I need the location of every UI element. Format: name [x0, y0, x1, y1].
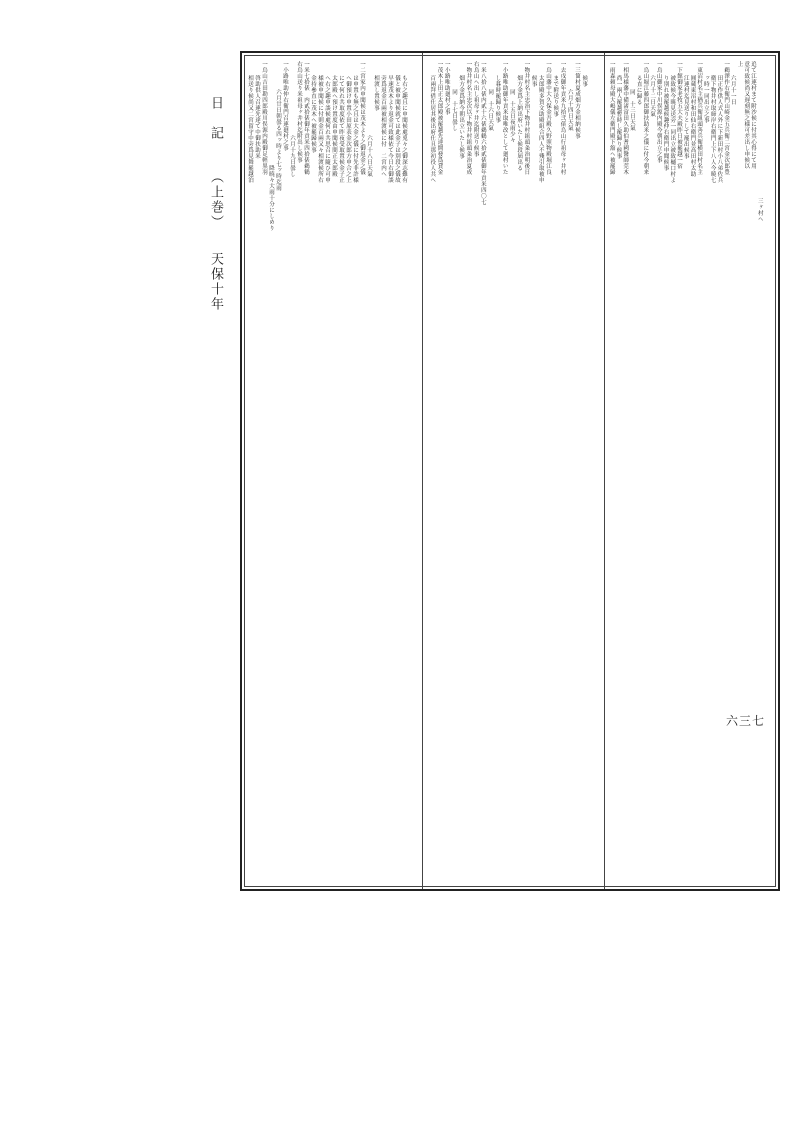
text-line: 六月十九日曇し	[289, 135, 295, 177]
text-line: 相送り候尚又二宮留守中旁爲見舞罷越泊	[247, 75, 253, 183]
text-line: 上	[736, 61, 743, 67]
text-line: 意可致候尚又遅刻無之様可差出し申候以	[743, 61, 750, 169]
text-line: 一烏山藩中大久保金吾殿久野照物殿堀江良	[545, 61, 552, 175]
text-line: 田正作供人式人外に下新田村小八弟佐兵	[716, 75, 723, 183]
text-line: 一三箇村夏成畑方金相納候事	[573, 61, 580, 139]
text-line: 一小路唯助仲右衛門召連廻村之事	[282, 61, 288, 151]
section-middle	[588, 53, 800, 889]
text-line: 圓蔵東沼村和田仙右衛門並高田村太助	[689, 75, 696, 177]
text-line: 金持參直に茂木へ被罷歸候事	[310, 75, 316, 153]
text-line: 太郎殿へ預け置度由申聞候間正太郎殿	[331, 75, 337, 177]
text-line: 啓助供人召連先達て中御扶助米	[254, 75, 260, 159]
text-line: 畑方金爲上納出府いたし候段屆出る	[516, 75, 523, 171]
text-line: 相渡し置候事	[373, 75, 379, 111]
text-line: も右之趣且に申聞候處兎々之御深志難有	[401, 75, 407, 183]
text-line: まで附送り候事	[552, 75, 559, 117]
text-line: 同 十七日曇し	[450, 89, 457, 131]
text-line: 様被申聞候に付則金百兩又々相渡候所右	[317, 75, 323, 183]
text-line: 尚一兩人罷越暫時し罷歸り候事	[615, 75, 622, 159]
text-line: 一二宮家內申聞候は茂木より之御返金之儀	[359, 61, 365, 175]
text-frame	[240, 51, 780, 891]
text-line: 一相馬様藩中備渚富田久助伯耆國醫師莞木	[622, 61, 629, 175]
text-line: 六月十八日天氣	[366, 135, 372, 177]
text-line: 降暁々大雨十分にしめり	[268, 165, 274, 231]
text-line: 六月十四日天氣	[566, 89, 573, 131]
text-line: 三ヶ村へ	[756, 198, 763, 222]
text-line: 被致候今暁見送旁一同出立被致樋口村よ	[669, 75, 676, 183]
text-line: 一烏山堀江藤四郎御扶助米之儀に付今朝来	[642, 61, 649, 175]
page-number: 六三七	[726, 714, 766, 728]
text-line: は申置も無之且は大金之儀に付先非許様	[352, 75, 358, 183]
text-line: 一去戌御年貢米九拾弐俵烏山行祖母ヶ井村	[559, 61, 566, 175]
text-line: 一小路唯助御年貢米取唯改として廻村いた	[501, 61, 508, 175]
text-line: 一物井村名主忠次以下物井村組頭粂治夏成	[465, 61, 472, 175]
text-line: 太郎殿多賀文助殿組合四人不殘引取被申	[537, 75, 544, 183]
text-line: にて何れ共取度依て昨夜受取置候金子正	[338, 75, 344, 183]
text-line: 衛下物井村取締岸右衛門上下八人今暁七	[709, 75, 716, 183]
text-line: 百兩拜借仕居其後出府仕且那初役人共へ	[429, 75, 436, 183]
text-line: 江連村迄見送りとして罷出候事	[682, 75, 689, 159]
text-line: 同 十六日天氣	[487, 89, 494, 131]
text-line: 六月廿日朝曇る四ッ時より七ッ時迄雨	[275, 89, 281, 191]
text-line: 六月十二日天氣	[649, 75, 656, 117]
text-line: 候事	[581, 75, 588, 87]
running-head-volume: （上巻）	[208, 170, 223, 230]
text-line: ッ時一同出立之事	[702, 75, 709, 123]
text-line: 一東沼村名主猶兵衛組頭善兵衛横田村名主	[696, 61, 703, 175]
text-line: 一鵜澤作右衛門山崎金五兵衛二宮金次郎豊	[723, 61, 730, 175]
text-line: へ御預け申置小田原表金次郎方申合之上	[345, 75, 351, 183]
running-head-book-title: 日 記	[208, 96, 223, 141]
text-line: へ右之趣申談候處何れ共思召に隨ひ可申	[324, 75, 330, 183]
text-line: 一米八拾八俵内貳十六俵鵜鶴六拾貳俵御年貢米四〇七	[479, 61, 486, 205]
text-line: 一雨森頼母殿大嶋儀左衛門殿下舘へ被罷歸	[608, 61, 615, 175]
text-line: 一下館御家老牧五大夫殿昨日被罷越一宿	[675, 61, 682, 169]
text-line: 儀と被申聞候就ては此金子は別段之儀故	[394, 75, 400, 183]
text-line: 同 十五日夜雨少々	[508, 89, 515, 143]
text-line: り別れ被罷越候趣仲右衛門申聞候事	[662, 75, 669, 171]
text-line: し暮時罷歸り候事	[494, 75, 501, 123]
text-line: 一物井村名主忠治下物井村組頭粂治明後日	[523, 61, 530, 175]
text-line: 右烏山へ出し祖母ヶ井迄附送り候事	[472, 61, 479, 157]
text-line: 一小路唯助廻村之事	[443, 61, 450, 115]
text-line: 一烏山御家中川俣源内殿今朝出立之事	[655, 61, 662, 163]
text-line: 一米七拾俵 内貳拾俵御年貢米四拾俵鵜鶴	[303, 61, 309, 175]
text-line: 候事	[530, 75, 537, 87]
text-line: 早速茂木より返金可致様依て今日右御談	[387, 75, 393, 183]
text-line: る直に歸る	[635, 75, 642, 105]
running-head-era: 天保十年	[208, 252, 223, 312]
text-line: 旁爲返金百兩被相渡候に付 二宮内へ	[380, 75, 386, 177]
text-line: 六月十一日	[729, 75, 736, 105]
text-line: 同 十三日天氣	[628, 89, 635, 131]
text-line: 右烏山送り米祖母ヶ井村迄附出し候事	[296, 61, 302, 163]
text-line: 一烏山吉田勘四郎殿川俣源内殿御足輕黒羽	[261, 61, 267, 175]
text-line: 追て江連村まて附沙候に付其心得にて用	[749, 61, 756, 169]
text-line: 畑方金爲納今朝出立いたし候事	[458, 75, 465, 159]
text-line: 一茂木上田正太郎殿被罷越先達開發爲貸金	[436, 61, 443, 175]
